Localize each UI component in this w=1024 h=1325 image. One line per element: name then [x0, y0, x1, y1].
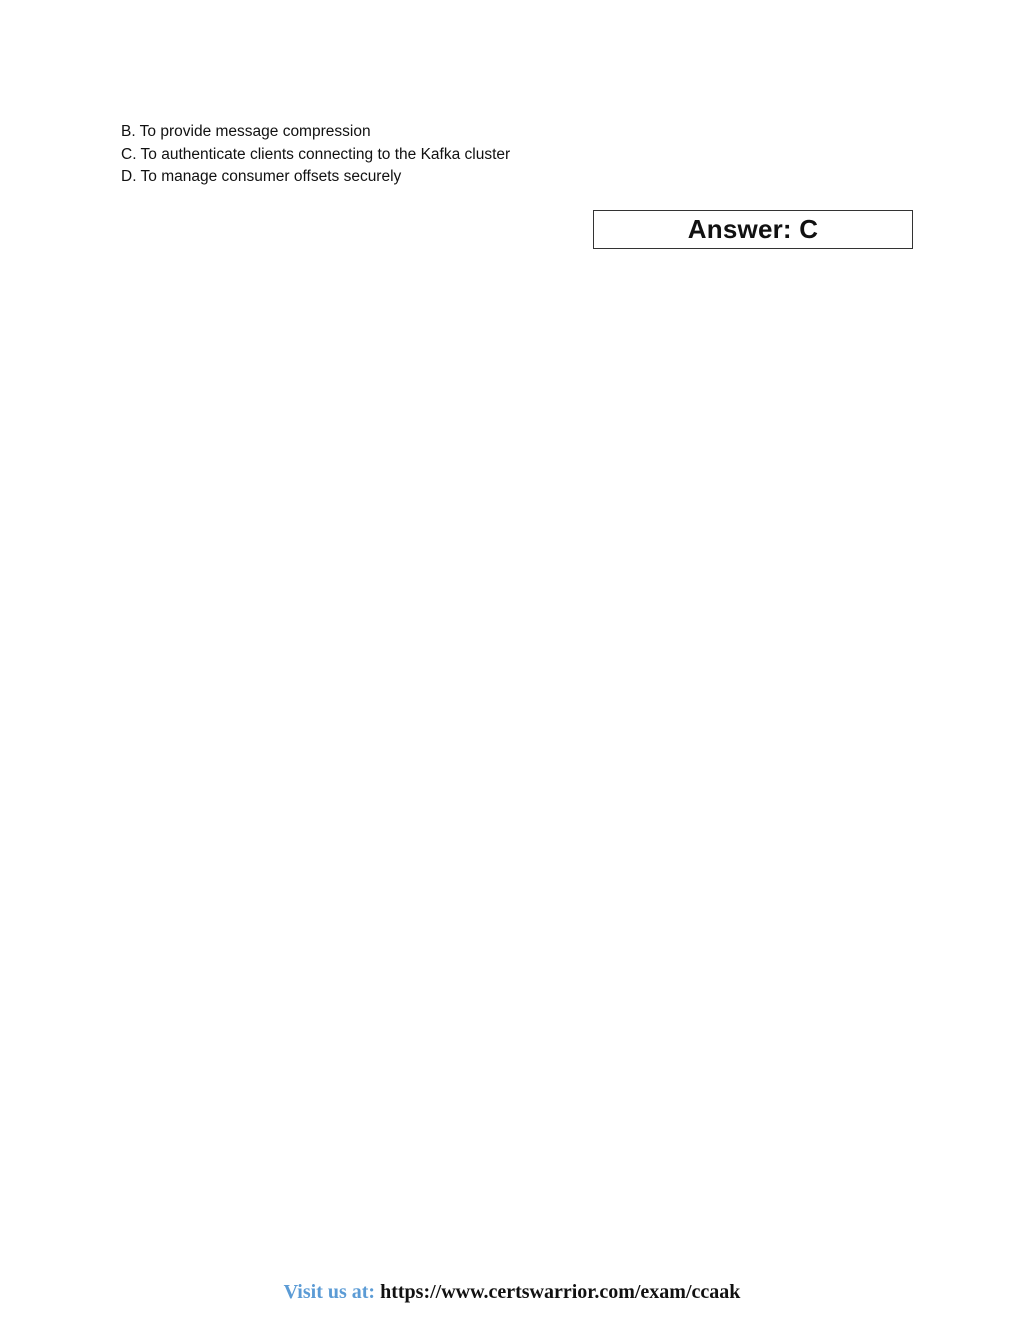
footer-visit-label: Visit us at:: [283, 1281, 376, 1303]
answer-options-list: [121, 121, 510, 189]
option-c: C. To authenticate clients connecting to the Kafka cluster: [121, 145, 511, 163]
option-d: D. To manage consumer offsets securely: [121, 168, 402, 186]
option-b: B. To provide message compression: [121, 123, 371, 140]
answer-label: Answer: C: [687, 214, 819, 244]
answer-box: [593, 210, 913, 249]
footer-url-link[interactable]: https://www.certswarrior.com/exam/ccaak: [380, 1281, 741, 1303]
footer: [0, 1281, 1024, 1304]
